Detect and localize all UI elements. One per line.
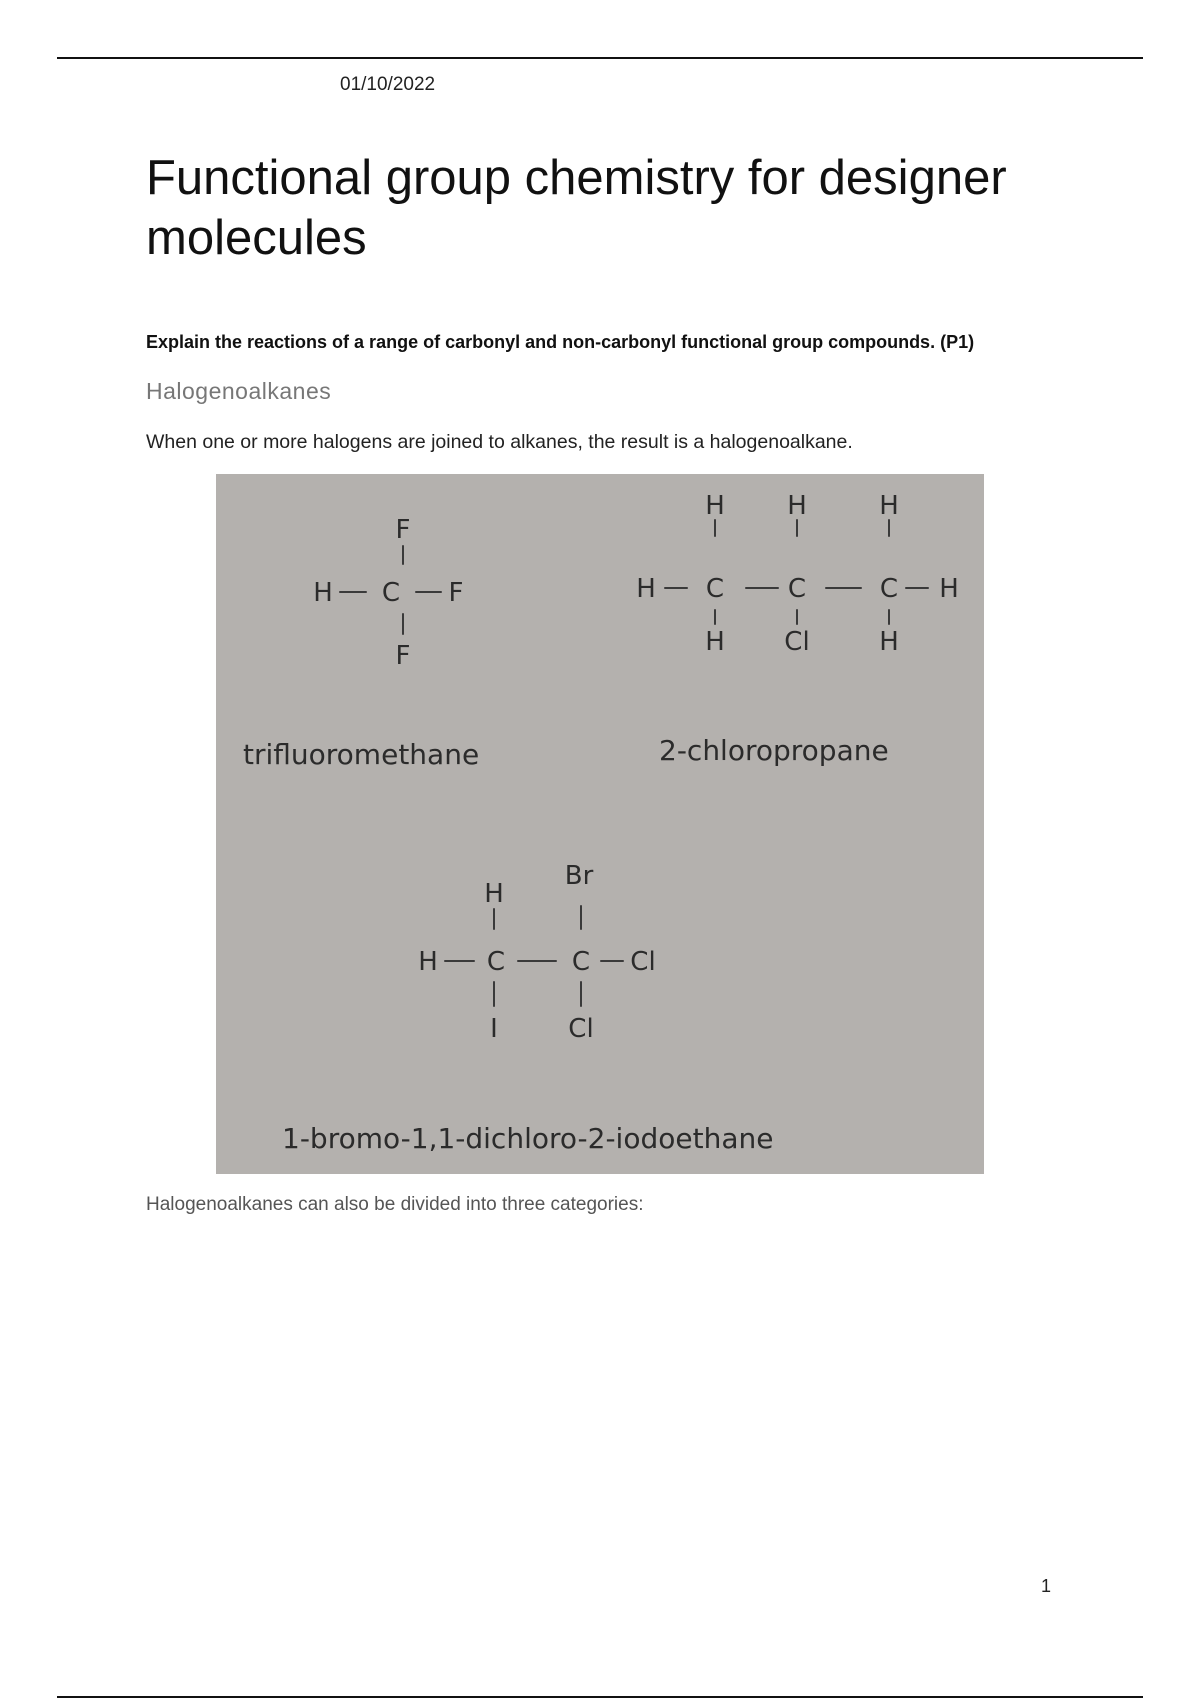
atom-label: H — [418, 947, 438, 977]
section-heading: Halogenoalkanes — [146, 378, 332, 404]
page-number: 1 — [1041, 1576, 1052, 1596]
atom-label: H — [939, 574, 959, 604]
atom-label: H — [705, 491, 725, 521]
atom-label: H — [705, 627, 725, 657]
molecule-name-bromo-dichloro-iodoethane: 1-bromo-1,1-dichloro-2-iodoethane — [282, 1122, 774, 1155]
molecule-name-trifluoromethane: trifluoromethane — [243, 738, 480, 771]
molecule-name-2-chloropropane: 2-chloropropane — [659, 734, 889, 767]
atom-label: F — [395, 515, 411, 545]
atom-label: C — [381, 578, 401, 608]
atom-label: F — [395, 641, 411, 671]
atom-label: C — [705, 574, 725, 604]
categories-paragraph: Halogenoalkanes can also be divided into three categories: — [146, 1194, 644, 1215]
atom-label: C — [787, 574, 807, 604]
atom-label: C — [571, 947, 591, 977]
footer-rule — [57, 1696, 1143, 1698]
atom-label: H — [787, 491, 807, 521]
header-rule — [57, 57, 1143, 59]
atom-label: Br — [564, 861, 594, 891]
task-statement: Explain the reactions of a range of carbonyl and non-carbonyl functional group compounds. (P1) — [146, 332, 975, 352]
document-date: 01/10/2022 — [340, 74, 436, 95]
intro-paragraph: When one or more halogens are joined to alkanes, the result is a halogenoalkane. — [146, 431, 853, 453]
document-title: Functional group chemistry for designer molecules — [146, 151, 1007, 265]
atom-label: H — [879, 627, 899, 657]
atom-label: H — [484, 879, 504, 909]
atom-label: C — [879, 574, 899, 604]
halogenoalkane-structures-figure — [216, 474, 984, 1174]
atom-label: Cl — [630, 947, 656, 977]
atom-label: Cl — [784, 627, 810, 657]
atom-label: H — [313, 578, 333, 608]
atom-label: F — [448, 578, 464, 608]
atom-label: Cl — [568, 1014, 594, 1044]
atom-label: C — [486, 947, 506, 977]
atom-label: H — [636, 574, 656, 604]
atom-label: I — [490, 1014, 498, 1044]
structures-drawing — [216, 474, 984, 1174]
atom-label: H — [879, 491, 899, 521]
